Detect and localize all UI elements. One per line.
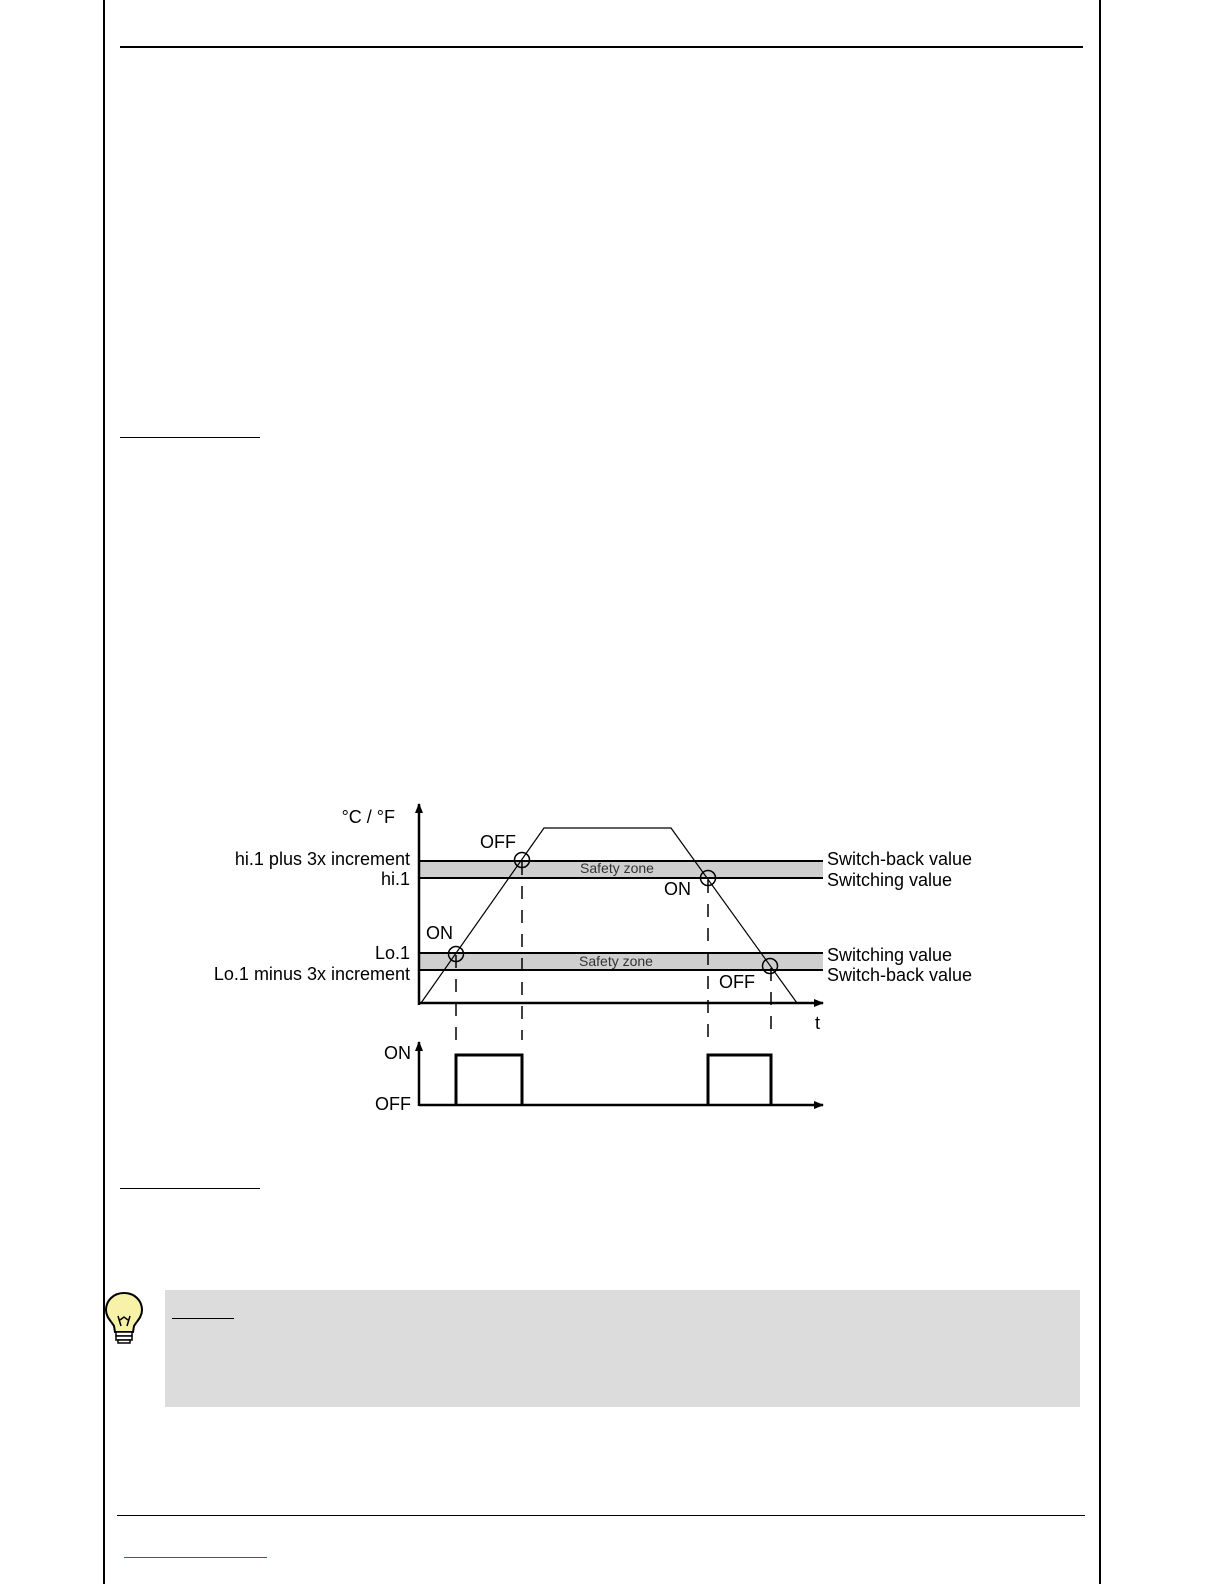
on-label-upper: ON — [664, 879, 691, 899]
state-off-label: OFF — [375, 1094, 411, 1114]
off-label-upper: OFF — [480, 832, 516, 852]
off-label-lower: OFF — [719, 972, 755, 992]
lo-minus-label: Lo.1 minus 3x increment — [213, 964, 410, 984]
t-axis-label: t — [815, 1013, 821, 1033]
hi-label: hi.1 — [380, 869, 410, 889]
state-pulse-2 — [708, 1055, 771, 1105]
safety-zone-label-lower: Safety zone — [579, 953, 653, 969]
right-label-switching-lower: Switching value — [827, 945, 953, 965]
axis-unit-label: °C / °F — [341, 807, 395, 827]
hi-plus-label: hi.1 plus 3x increment — [234, 849, 410, 869]
right-label-switching-upper: Switching value — [827, 870, 953, 890]
state-on-label: ON — [384, 1043, 411, 1063]
right-label-switch-back-lower: Switch-back value — [827, 965, 973, 985]
lo-label: Lo.1 — [374, 943, 410, 963]
on-label-lower: ON — [426, 923, 453, 943]
state-pulse-1 — [456, 1055, 522, 1105]
right-label-switch-back-upper: Switch-back value — [827, 849, 973, 869]
safety-zone-label-upper: Safety zone — [580, 860, 654, 876]
